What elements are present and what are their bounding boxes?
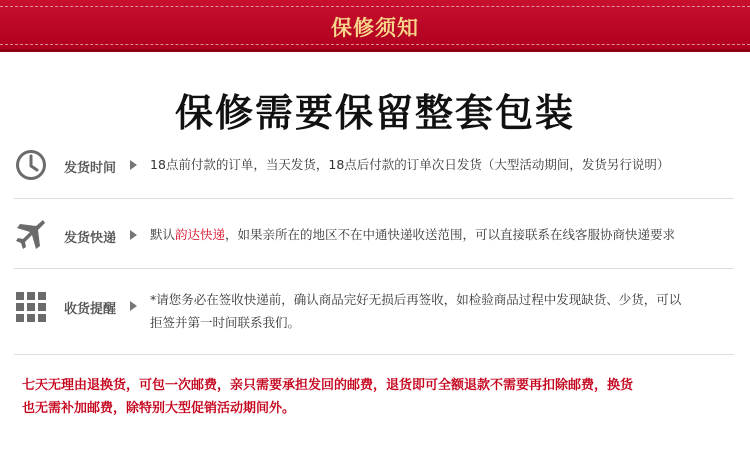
divider — [14, 354, 734, 355]
row-label: 发货时间 — [64, 161, 117, 176]
row-text: 18点前付款的订单，当天发货，18点后付款的订单次日发货（大型活动期间，发货另行说明） — [150, 157, 670, 172]
page-headline: 保修需要保留整套包装 — [174, 91, 575, 135]
courier-name: 韵达快递 — [175, 227, 226, 242]
header-banner — [0, 0, 750, 52]
row-label: 收货提醒 — [64, 302, 117, 317]
divider — [14, 268, 734, 269]
return-policy-notice: 七天无理由退换货，可包一次邮费，亲只需要承担发回的邮费，退货即可全额退款不需要再扣除邮费，换货 也无需补加邮费，除特别大型促销活动期间外。 — [22, 378, 634, 416]
grid-icon — [14, 290, 48, 324]
row-text: 默认韵达快递，如果亲所在的地区不在中通快递收送范围，可以直接联系在线客服协商快递要求 — [150, 227, 676, 242]
info-row-shipping-time — [0, 148, 750, 184]
info-row-receipt-reminder — [0, 286, 750, 336]
chevron-right-icon — [130, 301, 137, 311]
divider — [14, 198, 734, 199]
row-text: *请您务必在签收快递前，确认商品完好无损后再签收，如检验商品过程中发现缺货、少货，可以 拒签并第一时间联系我们。 — [150, 292, 682, 330]
airplane-icon — [14, 218, 48, 252]
banner-title: 保修须知 — [331, 16, 419, 40]
row-label: 发货快递 — [64, 231, 117, 246]
chevron-right-icon — [130, 230, 137, 240]
chevron-right-icon — [130, 160, 137, 170]
info-row-courier — [0, 218, 750, 254]
clock-icon — [14, 148, 48, 182]
